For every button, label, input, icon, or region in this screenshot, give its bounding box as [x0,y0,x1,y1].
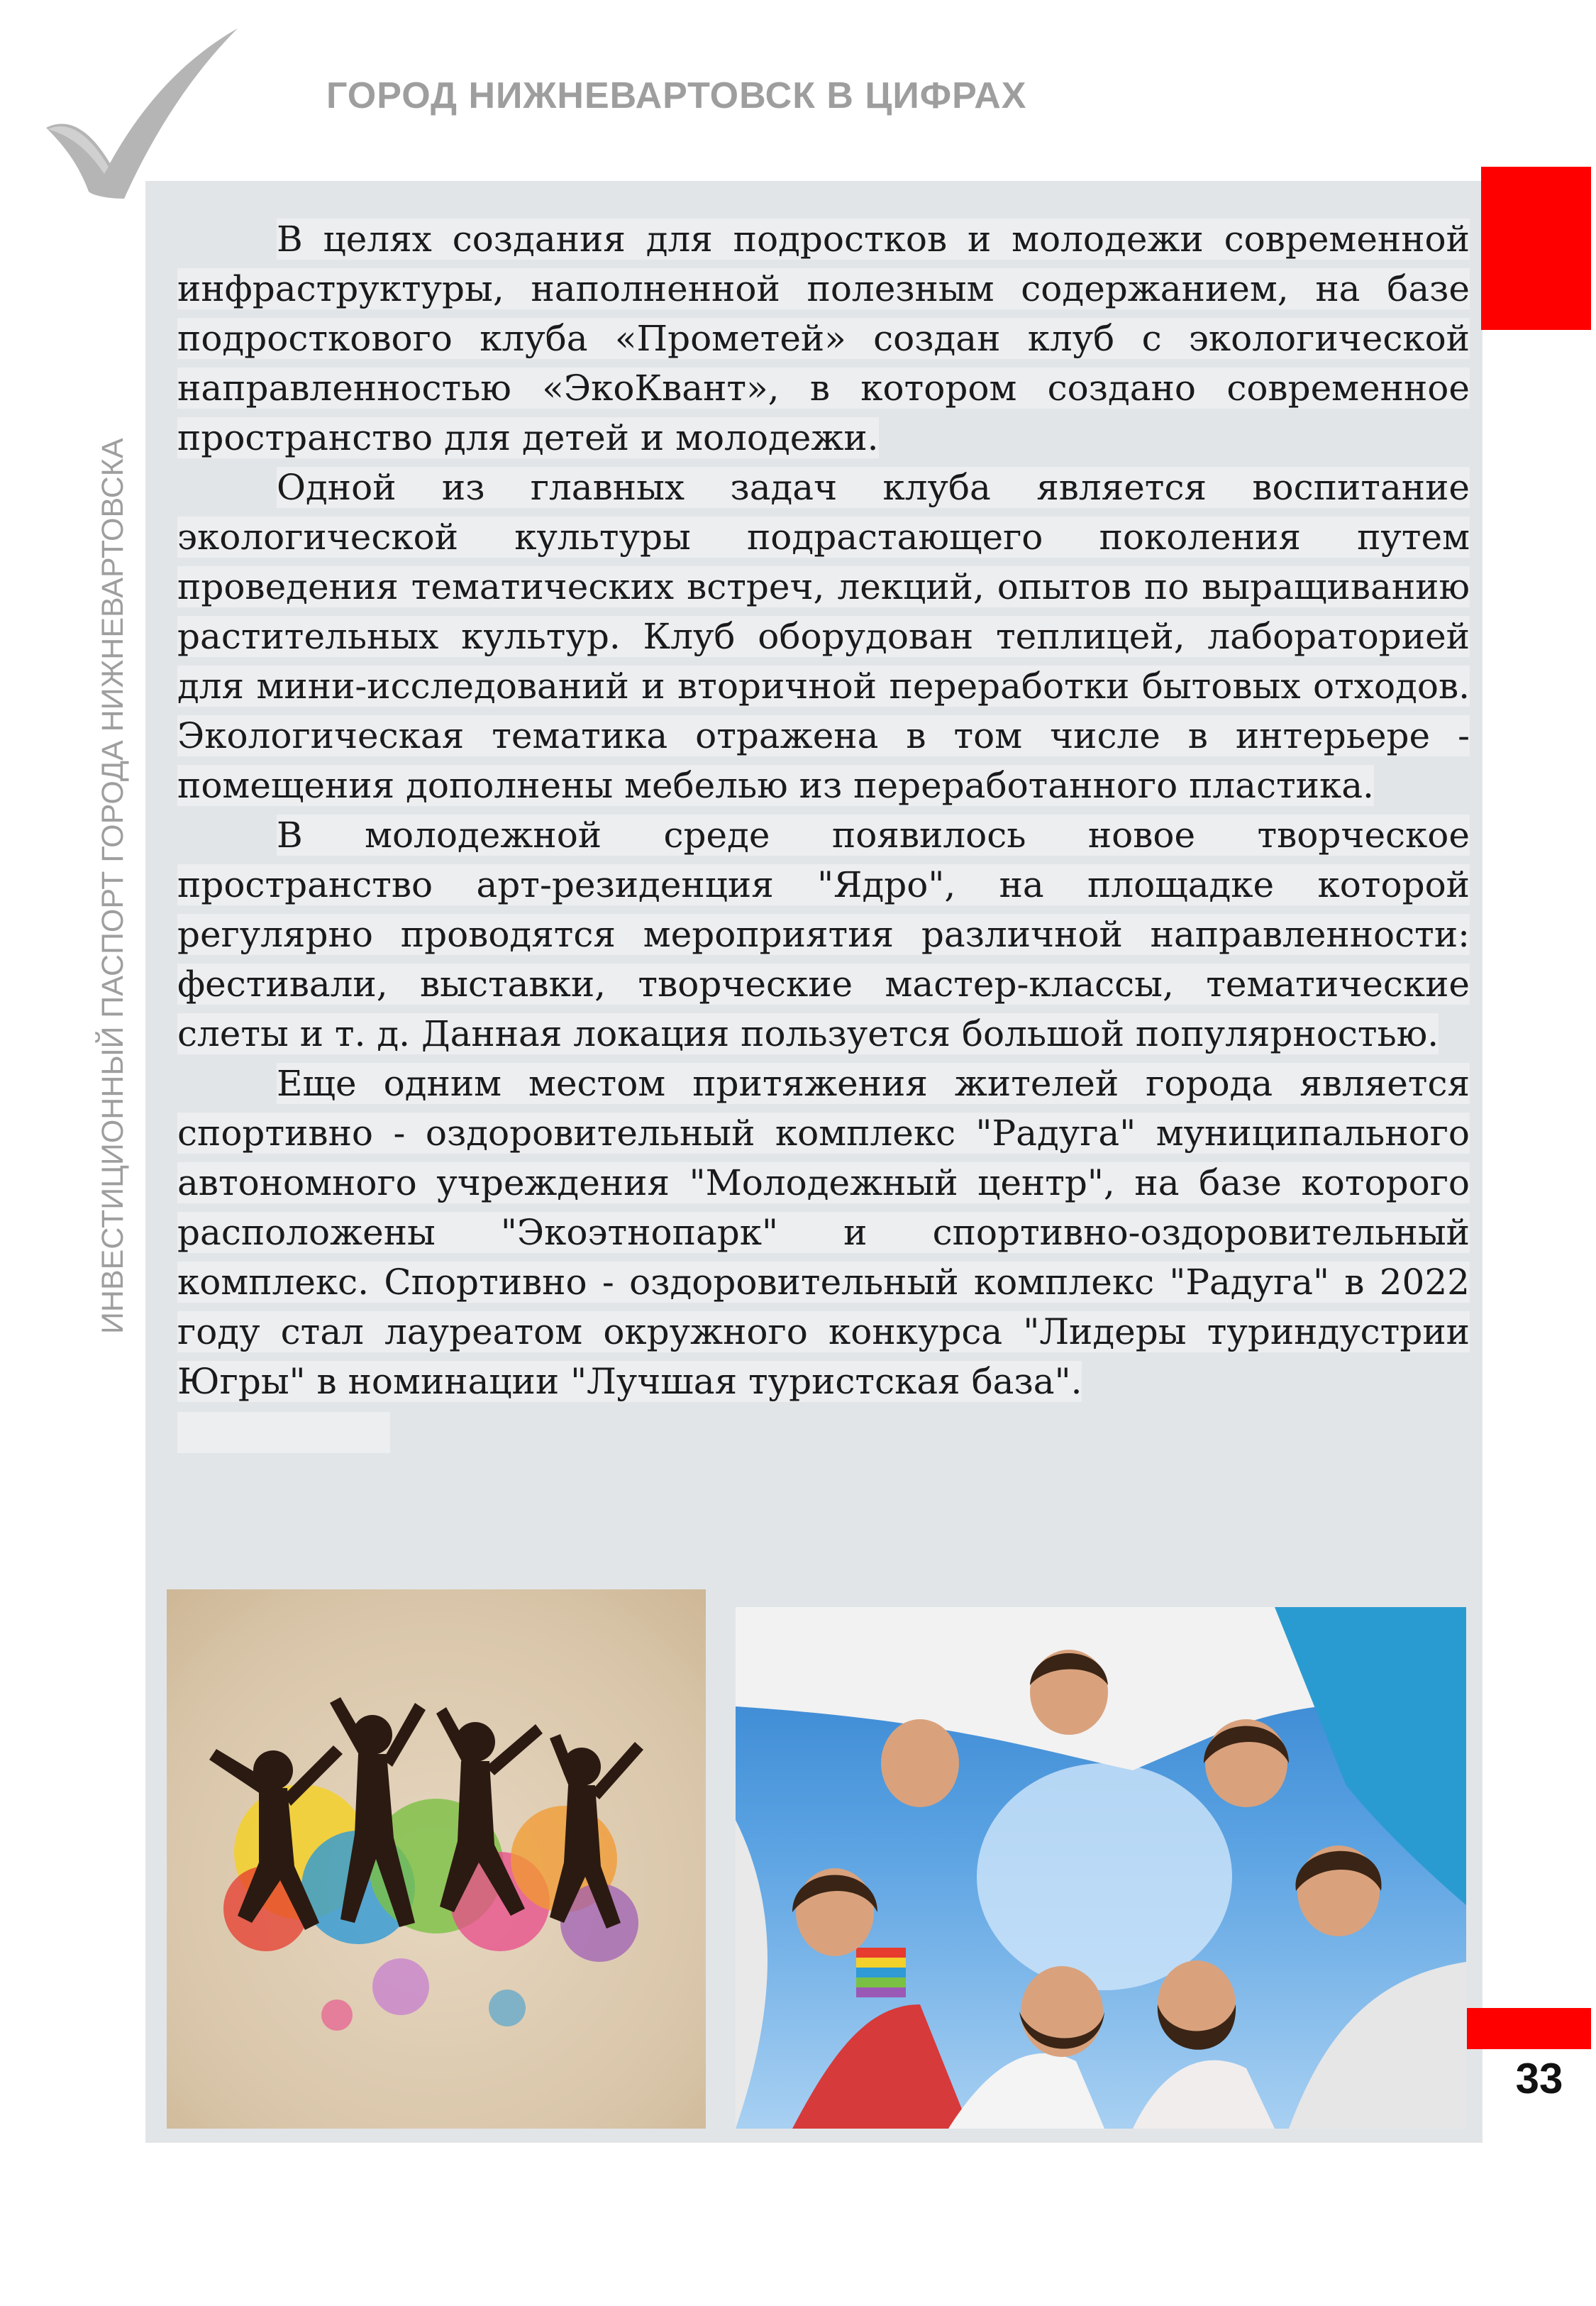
red-tab-bottom [1467,2008,1591,2049]
page-number: 33 [1515,2055,1563,2102]
side-vertical-title: ИНВЕСТИЦИОННЫЙ ПАСПОРТ ГОРОДА НИЖНЕВАРТОВСКА [96,438,130,1334]
youth-group-circle-image [736,1607,1466,2129]
checkmark-icon [39,21,245,206]
empty-highlight-line [177,1412,390,1453]
body-text [177,214,1470,1406]
red-tab-top [1481,167,1591,330]
paragraph-2: Одной из главных задач клуба является воспитание экологической культуры подрастающего поколения путем проведения тематических встреч, лекций, опытов по выращиванию растительных культур. Клуб оборудован теплицей, лабораторией для мини-исследований и вторичной переработки бытовых отходов. Экологическая тематика отражена в том числе в интерьере - помещения дополнены мебелью из переработанного пластика. [177,467,1470,806]
paragraph-1: В целях создания для подростков и молодежи современной инфраструктуры, наполненной полезным содержанием, на базе подросткового клуба «Прометей» создан клуб с экологической направленностью «ЭкоКвант», в котором создано современное пространство для детей и молодежи. [177,219,1470,458]
paragraph-3: В молодежной среде появилось новое творческое пространство арт-резиденция "Ядро", на площадке которой регулярно проводятся мероприятия различной направленности: фестивали, выставки, творческие мастер-классы, тематические слеты и т. д. Данная локация пользуется большой популярностью. [177,815,1470,1054]
paragraph-4: Еще одним местом притяжения жителей города является спортивно - оздоровительный комплекс "Радуга" муниципального автономного учреждения "Молодежный центр", на базе которого расположены "Экоэтнопарк" и спортивно-оздоровительный комплекс. Спортивно - оздоровительный комплекс "Радуга" в 2022 году стал лауреатом окружного конкурса "Лидеры туриндустрии Югры" в номинации "Лучшая туристская база". [177,1063,1470,1402]
page-header-title: ГОРОД НИЖНЕВАРТОВСК В ЦИФРАХ [326,75,1027,116]
dancing-silhouettes-image [167,1589,706,2129]
